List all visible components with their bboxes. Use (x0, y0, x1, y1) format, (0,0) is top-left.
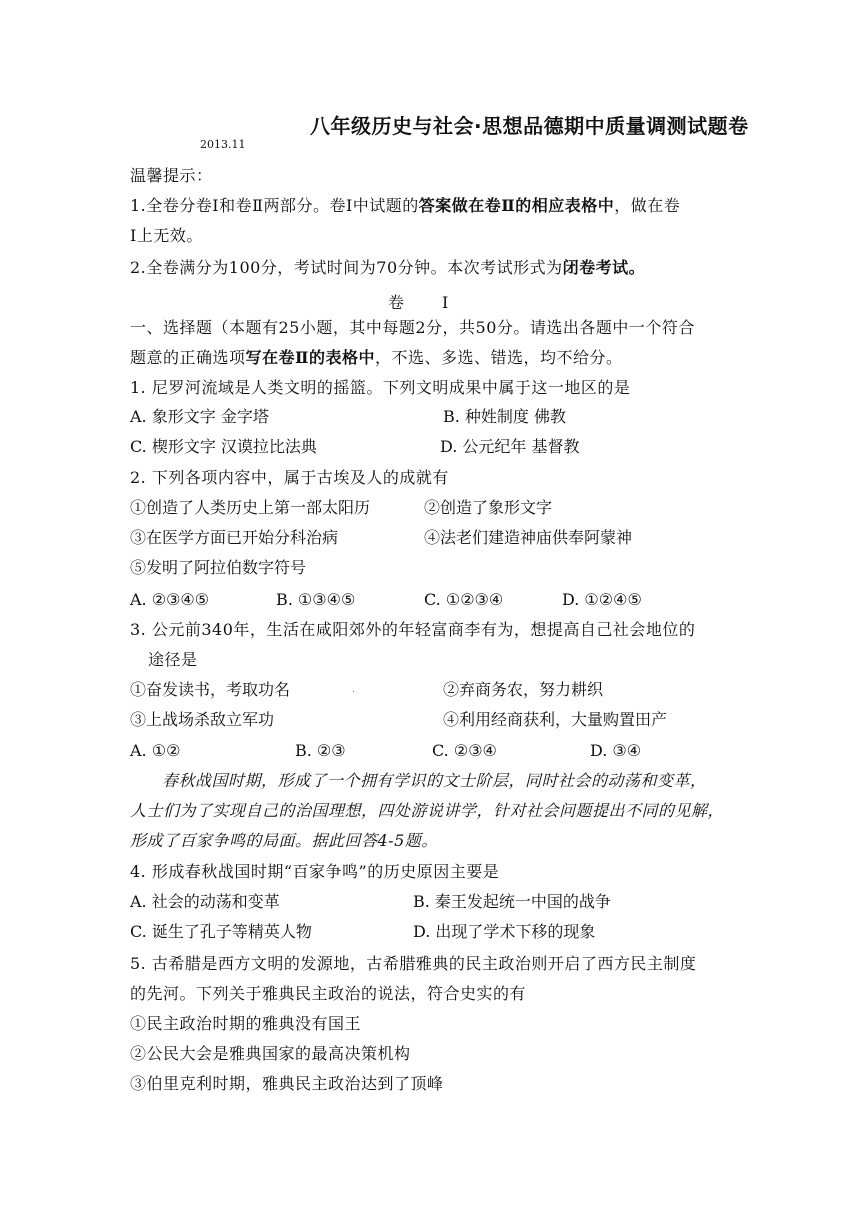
q2-option-d: D. ①②④⑤ (562, 590, 642, 609)
q3-statement-3: ③上战场杀敌立军功 (130, 710, 275, 729)
q5-statement-2: ②公民大会是雅典国家的最高决策机构 (130, 1044, 411, 1063)
q2-statement-1: ①创造了人类历史上第一部太阳历 (130, 498, 371, 517)
q4-option-b: B. 秦王发起统一中国的战争 (413, 892, 611, 911)
exam-title: 八年级历史与社会·思想品德期中质量调测试题卷 (310, 114, 749, 138)
instructions-line-2: 题意的正确选项写在卷Ⅱ的表格中，不选、多选、错选，均不给分。 (130, 348, 623, 367)
q1-option-d: D. 公元纪年 基督教 (440, 437, 580, 456)
q2-option-c: C. ①②③④ (424, 590, 504, 609)
stray-dot: . (352, 684, 356, 695)
q2-statement-2: ②创造了象形文字 (424, 498, 553, 517)
q3-statement-4: ④利用经商获利，大量购置田产 (443, 710, 668, 729)
notice-item-2: 2.全卷满分为100分，考试时间为70分钟。本次考试形式为闭卷考试。 (130, 258, 646, 277)
passage-line-3: 形成了百家争鸣的局面。据此回答4-5题。 (130, 831, 438, 850)
notice-item-1-cont: Ⅰ上无效。 (130, 226, 203, 245)
q1-option-b: B. 种姓制度 佛教 (443, 407, 567, 426)
instructions-line-1: 一、选择题（本题有25小题，其中每题2分，共50分。请选出各题中一个符合 (130, 318, 695, 337)
q2-option-a: A. ②③④⑤ (130, 590, 210, 609)
q2-option-b: B. ①③④⑤ (276, 590, 356, 609)
q5-statement-3: ③伯里克利时期，雅典民主政治达到了顶峰 (130, 1074, 444, 1093)
q4-option-d: D. 出现了学术下移的现象 (413, 922, 596, 941)
exam-date: 2013.11 (200, 138, 246, 151)
notice-heading: 温馨提示： (130, 166, 213, 185)
q2-statement-3: ③在医学方面已开始分科治病 (130, 528, 339, 547)
q3-statement-1: ①奋发读书，考取功名 (130, 680, 291, 699)
q1-option-a: A. 象形文字 金字塔 (130, 407, 269, 426)
q3-option-c: C. ②③④ (432, 741, 497, 760)
question-1-stem: 1. 尼罗河流域是人类文明的摇篮。下列文明成果中属于这一地区的是 (130, 378, 631, 397)
question-3-stem-2: 途径是 (148, 650, 198, 669)
question-3-stem-1: 3. 公元前340年，生活在咸阳郊外的年轻富商李有为，想提高自己社会地位的 (130, 620, 696, 639)
q3-option-a: A. ①② (130, 741, 181, 760)
question-2-stem: 2. 下列各项内容中，属于古埃及人的成就有 (130, 468, 449, 487)
q5-statement-1: ①民主政治时期的雅典没有国王 (130, 1014, 362, 1033)
q2-statement-5: ⑤发明了阿拉伯数字符号 (130, 558, 307, 577)
q3-statement-2: ②弃商务农，努力耕织 (443, 680, 604, 699)
section-heading: 卷 Ⅰ (388, 293, 449, 312)
question-5-stem-2: 的先河。下列关于雅典民主政治的说法，符合史实的有 (130, 984, 527, 1003)
q1-option-c: C. 楔形文字 汉谟拉比法典 (130, 437, 317, 456)
passage-line-2: 人士们为了实现自己的治国理想，四处游说讲学，针对社会问题提出不同的见解， (130, 801, 725, 820)
question-5-stem-1: 5. 古希腊是西方文明的发源地，古希腊雅典的民主政治则开启了西方民主制度 (130, 954, 697, 973)
q3-option-d: D. ③④ (590, 741, 642, 760)
passage-line-1: 春秋战国时期，形成了一个拥有学识的文士阶层，同时社会的动荡和变革， (162, 771, 707, 790)
notice-item-1: 1.全卷分卷Ⅰ和卷Ⅱ两部分。卷Ⅰ中试题的答案做在卷Ⅱ的相应表格中，做在卷 (130, 196, 681, 215)
question-4-stem: 4. 形成春秋战国时期“百家争鸣”的历史原因主要是 (130, 862, 500, 881)
q2-statement-4: ④法老们建造神庙供奉阿蒙神 (424, 528, 633, 547)
q4-option-a: A. 社会的动荡和变革 (130, 892, 280, 911)
q4-option-c: C. 诞生了孔子等精英人物 (130, 922, 312, 941)
q3-option-b: B. ②③ (295, 741, 346, 760)
